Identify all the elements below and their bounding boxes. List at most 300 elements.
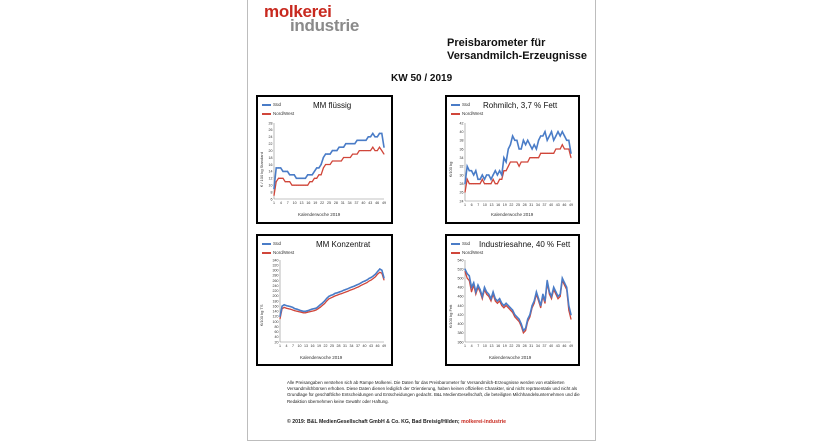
data-point-nord-west [333, 296, 334, 297]
data-point-sued [287, 171, 288, 172]
x-tick-label: 31 [529, 203, 534, 207]
data-point-nord-west [309, 311, 310, 312]
data-point-sued [568, 140, 569, 141]
data-point-sued [467, 166, 468, 167]
chart-legend [262, 100, 294, 118]
data-point-nord-west [360, 285, 361, 286]
y-tick-label: 40 [274, 335, 279, 340]
x-tick-label: 34 [535, 203, 540, 207]
x-tick-label: 7 [292, 344, 294, 348]
data-point-sued [366, 279, 367, 280]
data-point-nord-west [506, 305, 507, 306]
y-tick-label: 20 [274, 340, 279, 345]
data-point-nord-west [562, 144, 563, 145]
data-point-sued [538, 140, 539, 141]
data-point-nord-west [384, 154, 385, 155]
data-point-nord-west [296, 185, 297, 186]
data-point-nord-west [312, 181, 313, 182]
data-point-nord-west [516, 319, 517, 320]
x-tick-label: 40 [549, 344, 554, 348]
x-tick-label: 22 [509, 203, 514, 207]
data-point-sued [325, 153, 326, 154]
data-point-sued [570, 314, 571, 315]
data-point-nord-west [551, 153, 552, 154]
data-point-sued [488, 294, 489, 295]
data-point-nord-west [495, 183, 496, 184]
x-tick-label: 25 [330, 344, 334, 348]
data-point-nord-west [370, 150, 371, 151]
data-point-sued [486, 291, 487, 292]
data-point-nord-west [322, 305, 323, 306]
y-tick-label: 6 [270, 197, 273, 202]
x-tick-label: 43 [555, 203, 560, 207]
y-tick-label: 520 [457, 267, 464, 272]
data-point-sued [341, 291, 342, 292]
data-point-sued [525, 144, 526, 145]
data-point-sued [547, 280, 548, 281]
data-point-nord-west [363, 150, 364, 151]
y-tick-label: 260 [272, 278, 279, 283]
data-point-sued [516, 316, 517, 317]
data-point-sued [359, 140, 360, 141]
data-point-sued [292, 307, 293, 308]
x-tick-label: 4 [279, 201, 282, 205]
data-point-nord-west [348, 157, 349, 158]
x-tick-label: 7 [286, 201, 289, 205]
data-point-sued [352, 286, 353, 287]
data-point-sued [501, 303, 502, 304]
data-point-sued [540, 305, 541, 306]
chart-legend [451, 100, 483, 118]
x-tick-label: 28 [336, 344, 341, 348]
x-tick-label: 34 [535, 344, 540, 348]
logo-line-1: molkerei [264, 2, 332, 21]
data-point-nord-west [292, 310, 293, 311]
x-tick-label: 13 [304, 344, 308, 348]
x-tick-label: 13 [299, 201, 304, 205]
data-point-nord-west [352, 154, 353, 155]
data-point-nord-west [508, 307, 509, 308]
data-point-sued [343, 290, 344, 291]
data-point-sued [551, 296, 552, 297]
x-tick-label: 4 [470, 344, 473, 348]
data-point-nord-west [309, 181, 310, 182]
data-point-sued [521, 148, 522, 149]
data-point-sued [278, 167, 279, 168]
data-point-nord-west [471, 291, 472, 292]
data-point-nord-west [503, 170, 504, 171]
y-tick-label: 480 [457, 285, 464, 290]
data-point-nord-west [299, 311, 300, 312]
data-point-sued [510, 144, 511, 145]
series-line-sued [465, 132, 571, 184]
data-point-nord-west [465, 192, 466, 193]
data-point-nord-west [358, 286, 359, 287]
y-tick-label: 380 [457, 331, 464, 336]
data-point-sued [555, 135, 556, 136]
data-point-sued [521, 323, 522, 324]
data-point-sued [529, 314, 530, 315]
data-point-sued [273, 188, 274, 189]
data-point-nord-west [350, 157, 351, 158]
data-point-nord-west [366, 150, 367, 151]
series-line-sued [465, 269, 571, 331]
data-point-nord-west [345, 292, 346, 293]
data-point-nord-west [493, 179, 494, 180]
data-point-sued [280, 167, 281, 168]
disclaimer-text: Alle Preisangaben verstehen sich ab Rampe Molkerei. Die Daten für das Preisbarometer für Versandmilch-Erzeugnisse werden von etablierten Versandmilchbörsen erhoben. Diese Daten dienen lediglich der Orientierung, haben keinen offiziellen Charakter, sind nicht repräsentativ und nicht als Grundlage für geschäftliche Entscheidungen und Entscheidungen gedacht. B&L MedienGesellschaft, die beteiligten Milchhandelsunternehmen und die Redaktion übernehmen keine Gewähr oder Haftung. [287, 380, 580, 404]
data-point-nord-west [564, 149, 565, 150]
data-point-nord-west [547, 153, 548, 154]
chart-legend [262, 239, 294, 257]
x-tick-label: 28 [522, 203, 527, 207]
y-tick-label: 24 [268, 135, 273, 140]
x-tick-label: 46 [375, 344, 380, 348]
data-point-sued [562, 278, 563, 279]
data-point-sued [347, 288, 348, 289]
data-point-sued [503, 157, 504, 158]
x-axis-label: Kalenderwoche 2019 [300, 355, 343, 360]
data-point-sued [339, 291, 340, 292]
data-point-sued [383, 277, 384, 278]
data-point-sued [338, 147, 339, 148]
y-tick-label: 22 [268, 142, 273, 147]
data-point-nord-west [486, 294, 487, 295]
data-point-sued [469, 170, 470, 171]
data-point-nord-west [549, 153, 550, 154]
data-point-sued [276, 167, 277, 168]
data-point-nord-west [480, 183, 481, 184]
data-point-nord-west [341, 293, 342, 294]
data-point-sued [279, 316, 280, 317]
data-point-nord-west [558, 298, 559, 299]
data-point-sued [557, 296, 558, 297]
data-point-nord-west [288, 308, 289, 309]
y-tick-label: 440 [457, 303, 464, 308]
x-tick-label: 19 [502, 344, 507, 348]
data-point-nord-west [553, 153, 554, 154]
data-point-nord-west [497, 183, 498, 184]
x-tick-label: 7 [477, 203, 480, 207]
x-tick-label: 4 [285, 344, 288, 348]
y-tick-label: 160 [272, 304, 279, 309]
molkerei-industrie-logo [264, 2, 360, 35]
data-point-nord-west [516, 162, 517, 163]
data-point-sued [356, 140, 357, 141]
data-point-nord-west [337, 295, 338, 296]
data-point-nord-west [294, 185, 295, 186]
data-point-nord-west [280, 178, 281, 179]
brand-link[interactable]: molkerei-industrie [461, 419, 507, 425]
y-tick-label: 8 [270, 190, 273, 195]
data-point-sued [479, 179, 480, 180]
data-point-sued [368, 136, 369, 137]
y-tick-label: 32 [459, 164, 464, 169]
data-point-sued [305, 311, 306, 312]
data-point-sued [377, 136, 378, 137]
x-axis-label: Kalenderwoche 2019 [491, 212, 534, 217]
data-point-sued [549, 135, 550, 136]
data-point-sued [479, 289, 480, 290]
data-point-nord-west [298, 185, 299, 186]
data-point-sued [284, 304, 285, 305]
y-axis-label: € / 100 kg Standard [259, 152, 264, 187]
x-tick-label: 49 [382, 201, 386, 205]
data-point-nord-west [284, 307, 285, 308]
data-point-nord-west [542, 153, 543, 154]
data-point-nord-west [352, 289, 353, 290]
data-point-sued [349, 287, 350, 288]
data-point-sued [467, 273, 468, 274]
data-point-nord-west [491, 183, 492, 184]
data-point-sued [486, 174, 487, 175]
data-point-nord-west [305, 312, 306, 313]
data-point-sued [289, 174, 290, 175]
y-tick-label: 60 [274, 330, 279, 335]
data-point-sued [562, 131, 563, 132]
data-point-sued [464, 268, 465, 269]
x-tick-label: 25 [516, 344, 520, 348]
y-tick-label: 240 [272, 283, 279, 288]
data-point-sued [371, 277, 372, 278]
data-point-sued [324, 300, 325, 301]
data-point-nord-west [278, 178, 279, 179]
y-tick-label: 38 [459, 138, 464, 143]
x-tick-label: 10 [297, 344, 302, 348]
data-point-sued [512, 309, 513, 310]
x-tick-label: 31 [529, 344, 534, 348]
x-tick-label: 22 [323, 344, 328, 348]
data-point-sued [354, 143, 355, 144]
data-point-sued [334, 150, 335, 151]
x-tick-label: 16 [496, 203, 501, 207]
data-point-sued [538, 298, 539, 299]
data-point-nord-west [529, 157, 530, 158]
data-point-nord-west [471, 183, 472, 184]
data-point-nord-west [324, 303, 325, 304]
series-line-sued [274, 133, 384, 188]
data-point-sued [508, 148, 509, 149]
y-tick-label: 400 [457, 322, 464, 327]
y-tick-label: 30 [459, 173, 464, 178]
x-tick-label: 46 [562, 344, 567, 348]
data-point-nord-west [540, 307, 541, 308]
data-point-sued [568, 305, 569, 306]
data-point-sued [300, 178, 301, 179]
data-point-sued [383, 147, 384, 148]
data-point-nord-west [545, 303, 546, 304]
x-tick-label: 10 [482, 344, 487, 348]
x-tick-label: 31 [343, 344, 347, 348]
x-tick-label: 37 [356, 344, 360, 348]
data-point-nord-west [347, 291, 348, 292]
x-tick-label: 28 [522, 344, 527, 348]
data-point-sued [361, 140, 362, 141]
data-point-nord-west [361, 150, 362, 151]
x-tick-label: 19 [502, 203, 507, 207]
data-point-nord-west [323, 167, 324, 168]
x-tick-label: 37 [542, 203, 547, 207]
x-tick-label: 46 [375, 201, 380, 205]
data-point-nord-west [377, 150, 378, 151]
data-point-nord-west [350, 290, 351, 291]
data-point-sued [336, 150, 337, 151]
data-point-nord-west [290, 309, 291, 310]
data-point-nord-west [484, 183, 485, 184]
legend-sued: Süd [273, 102, 282, 107]
data-point-sued [512, 135, 513, 136]
data-point-nord-west [330, 164, 331, 165]
data-point-sued [352, 143, 353, 144]
data-point-nord-west [501, 305, 502, 306]
data-point-sued [471, 170, 472, 171]
data-point-sued [337, 292, 338, 293]
data-point-sued [547, 140, 548, 141]
data-point-nord-west [560, 149, 561, 150]
data-point-nord-west [335, 295, 336, 296]
data-point-nord-west [289, 181, 290, 182]
data-point-nord-west [536, 157, 537, 158]
data-point-sued [529, 144, 530, 145]
x-tick-label: 22 [320, 201, 325, 205]
y-tick-label: 120 [272, 314, 279, 319]
data-point-sued [372, 133, 373, 134]
data-point-nord-west [503, 307, 504, 308]
data-point-nord-west [545, 153, 546, 154]
x-tick-label: 7 [477, 344, 480, 348]
data-point-sued [497, 300, 498, 301]
legend-sued: Süd [462, 102, 471, 107]
data-point-nord-west [341, 161, 342, 162]
data-point-sued [508, 305, 509, 306]
data-point-sued [525, 328, 526, 329]
data-point-nord-west [274, 195, 275, 196]
x-tick-label: 19 [313, 201, 318, 205]
data-point-sued [373, 275, 374, 276]
data-point-sued [379, 133, 380, 134]
data-point-nord-west [469, 183, 470, 184]
data-point-sued [291, 174, 292, 175]
data-point-sued [350, 143, 351, 144]
data-point-nord-west [311, 311, 312, 312]
data-point-sued [309, 174, 310, 175]
data-point-sued [534, 144, 535, 145]
y-tick-label: 28 [459, 181, 464, 186]
data-point-nord-west [367, 282, 368, 283]
y-tick-label: 200 [272, 294, 279, 299]
data-point-nord-west [314, 178, 315, 179]
data-point-sued [553, 287, 554, 288]
data-point-nord-west [497, 303, 498, 304]
x-tick-label: 31 [340, 201, 345, 205]
x-tick-label: 37 [354, 201, 359, 205]
data-point-sued [381, 133, 382, 134]
y-tick-label: 42 [459, 121, 464, 126]
y-tick-label: 80 [274, 324, 279, 329]
data-point-sued [364, 280, 365, 281]
data-point-nord-west [491, 301, 492, 302]
x-tick-label: 16 [310, 344, 315, 348]
data-point-sued [514, 140, 515, 141]
x-tick-label: 13 [489, 344, 494, 348]
data-point-sued [296, 309, 297, 310]
y-axis-label: €/100 kg [448, 161, 453, 177]
data-point-nord-west [339, 161, 340, 162]
data-point-nord-west [314, 310, 315, 311]
legend-nord-west: Nord/West [462, 111, 484, 116]
data-point-nord-west [326, 301, 327, 302]
data-point-nord-west [330, 297, 331, 298]
y-tick-label: 36 [459, 147, 464, 152]
data-point-nord-west [287, 181, 288, 182]
data-point-sued [564, 282, 565, 283]
data-point-sued [531, 148, 532, 149]
data-point-nord-west [343, 157, 344, 158]
data-point-sued [335, 293, 336, 294]
data-point-sued [307, 174, 308, 175]
data-point-sued [477, 284, 478, 285]
x-tick-label: 10 [482, 203, 487, 207]
data-point-nord-west [359, 150, 360, 151]
y-tick-label: 16 [268, 162, 273, 167]
data-point-sued [377, 271, 378, 272]
y-tick-label: 460 [457, 294, 464, 299]
chart-panel-mm-konzentrat [256, 234, 393, 366]
data-point-sued [298, 178, 299, 179]
legend-nord-west: Nord/West [273, 111, 295, 116]
data-point-sued [330, 295, 331, 296]
data-point-nord-west [381, 150, 382, 151]
data-point-sued [542, 294, 543, 295]
y-tick-label: 26 [268, 128, 273, 133]
data-point-nord-west [316, 178, 317, 179]
data-point-sued [316, 167, 317, 168]
data-point-nord-west [294, 310, 295, 311]
data-point-sued [332, 294, 333, 295]
data-point-sued [564, 135, 565, 136]
data-point-nord-west [375, 276, 376, 277]
data-point-sued [328, 296, 329, 297]
x-tick-label: 34 [347, 201, 352, 205]
x-tick-label: 40 [549, 203, 554, 207]
x-tick-label: 43 [368, 201, 373, 205]
y-tick-label: 320 [272, 263, 279, 268]
data-point-sued [345, 289, 346, 290]
data-point-nord-west [467, 278, 468, 279]
data-point-nord-west [482, 179, 483, 180]
data-point-sued [286, 305, 287, 306]
x-tick-label: 28 [333, 201, 338, 205]
data-point-sued [288, 305, 289, 306]
data-point-sued [475, 291, 476, 292]
data-point-sued [318, 306, 319, 307]
data-point-nord-west [521, 162, 522, 163]
series-line-sued [280, 269, 384, 316]
document-title: Preisbarometer für Versandmilch-Erzeugnisse [447, 37, 587, 62]
data-point-nord-west [276, 181, 277, 182]
data-point-sued [553, 140, 554, 141]
data-point-nord-west [495, 301, 496, 302]
data-point-nord-west [379, 272, 380, 273]
data-point-nord-west [283, 178, 284, 179]
data-point-sued [312, 174, 313, 175]
data-point-nord-west [345, 157, 346, 158]
x-axis-label: Kalenderwoche 2019 [298, 212, 341, 217]
data-point-nord-west [377, 274, 378, 275]
data-point-sued [303, 178, 304, 179]
data-point-sued [362, 281, 363, 282]
data-point-nord-west [328, 298, 329, 299]
